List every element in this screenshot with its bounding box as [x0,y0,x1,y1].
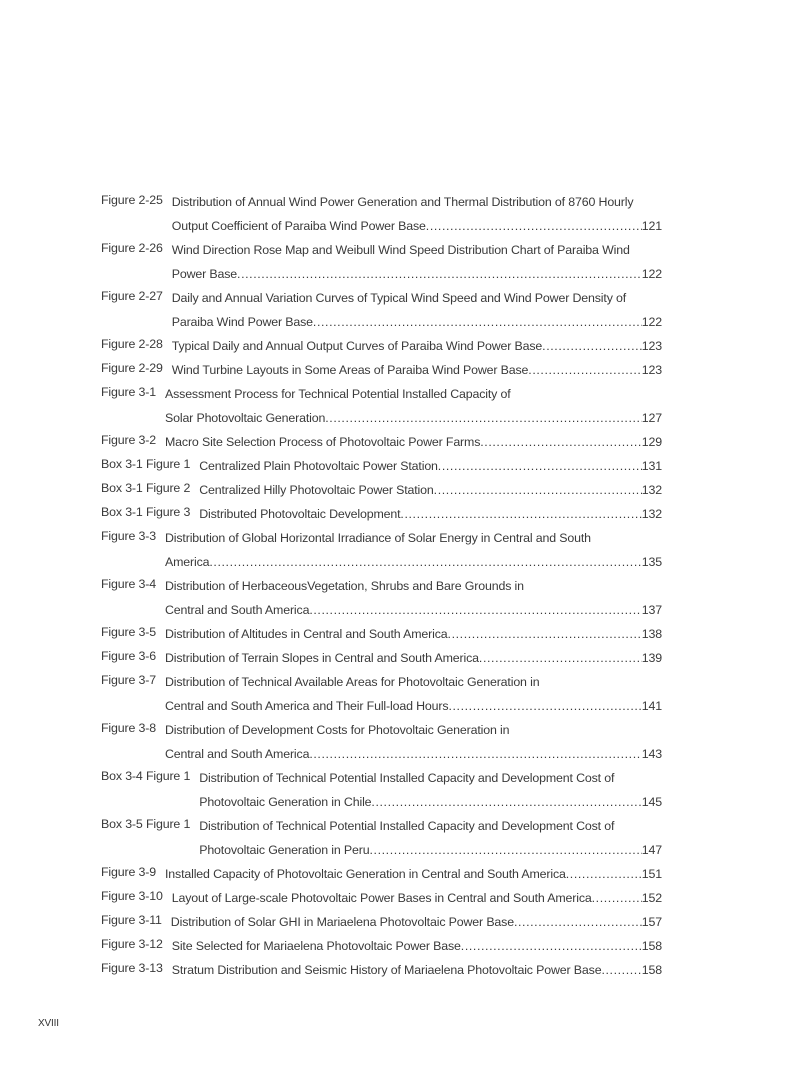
toc-entry [101,865,662,889]
toc-entry [101,961,662,985]
entry-body [165,529,662,577]
entry-title: Distribution of Global Horizontal Irradiance of Solar Energy in Central and South [164,531,591,545]
page-ref: 132 [641,483,662,497]
entry-title: Wind Direction Rose Map and Weibull Wind Speed Distribution Chart of Paraiba Wind [171,243,630,257]
entry-title: Distribution of Solar GHI in Mariaelena Photovoltaic Power Base [170,915,514,929]
entry-title: Photovoltaic Generation in Peru [199,843,370,857]
page-ref: 123 [641,363,662,377]
toc-entry [101,361,662,385]
dot-leader [480,433,642,457]
figure-label: Box 3-1 Figure 1 [101,457,191,471]
figure-label: Figure 3-10 [101,889,163,903]
entry-body [165,577,662,625]
entry-line [199,817,662,841]
dot-leader [325,409,642,433]
toc-entry [101,529,662,577]
entry-title: Photovoltaic Generation in Chile [199,795,372,809]
entry-line [171,913,662,937]
dot-leader [426,217,642,241]
toc-entry [101,769,662,817]
toc-entry [101,385,662,433]
page-ref: 122 [641,267,662,281]
figure-label: Figure 3-12 [101,937,163,951]
entry-title: Paraiba Wind Power Base [171,315,313,329]
entry-title: America [164,555,210,569]
entry-line [165,385,662,409]
toc-entry [101,289,662,337]
entry-line [172,361,662,385]
entry-body [165,721,662,769]
entry-line [172,265,662,289]
entry-title: Distributed Photovoltaic Development [199,507,401,521]
entry-body [165,433,662,457]
figure-label: Figure 3-3 [101,529,156,543]
page-ref: 127 [641,411,662,425]
entry-title: Distribution of Development Costs for Photovoltaic Generation in [164,723,510,737]
entry-title: Daily and Annual Variation Curves of Typical Wind Speed and Wind Power Density of [171,291,627,305]
page-ref: 141 [641,699,662,713]
entry-line [165,673,662,697]
toc-entry [101,817,662,865]
figure-label: Figure 3-11 [101,913,162,927]
entry-line [199,769,662,793]
figure-label: Figure 3-7 [101,673,156,687]
dot-leader [448,625,642,649]
dot-leader [438,457,642,481]
dot-leader [542,337,642,361]
entry-body [171,913,662,937]
entry-line [165,529,662,553]
toc-entry [101,193,662,241]
figure-label: Figure 3-2 [101,433,156,447]
entry-body [172,193,662,241]
toc-entry [101,481,662,505]
entry-body [172,289,662,337]
entry-body [165,649,662,673]
toc-entry [101,649,662,673]
entry-body [199,769,662,817]
page-ref: 145 [641,795,662,809]
entry-title: Site Selected for Mariaelena Photovoltaic Power Base [171,939,461,953]
entry-title: Typical Daily and Annual Output Curves of Paraiba Wind Power Base [171,339,543,353]
entry-body [172,961,662,985]
entry-line [165,409,662,433]
figure-label: Figure 2-26 [101,241,163,255]
entry-title: Centralized Plain Photovoltaic Power Station [199,459,438,473]
entry-line [165,865,662,889]
dot-leader [309,601,641,625]
entry-title: Layout of Large-scale Photovoltaic Power Bases in Central and South America [171,891,592,905]
entry-line [172,193,662,217]
entry-title: Distribution of Terrain Slopes in Central and South America [164,651,479,665]
entry-body [172,337,662,361]
page-ref: 139 [641,651,662,665]
entry-line [199,841,662,865]
entry-line [165,577,662,601]
entry-title: Power Base [171,267,238,281]
figure-label: Figure 3-9 [101,865,156,879]
figure-label: Box 3-1 Figure 3 [101,505,191,519]
dot-leader [448,697,641,721]
entry-title: Distribution of Annual Wind Power Generation and Thermal Distribution of 8760 Hourly [171,195,634,209]
entry-title: Distribution of Altitudes in Central and South America [164,627,448,641]
figure-label: Figure 3-5 [101,625,156,639]
figure-label: Box 3-5 Figure 1 [101,817,191,831]
toc-entry [101,721,662,769]
page-ref: 122 [641,315,662,329]
page-ref: 158 [641,939,662,953]
dot-leader [601,961,641,985]
dot-leader [434,481,642,505]
page-number: XVIII [38,1018,59,1029]
entry-title: Central and South America [164,747,310,761]
entry-line [165,745,662,769]
entry-title: Stratum Distribution and Seismic History of Mariaelena Photovoltaic Power Base [171,963,602,977]
figure-label: Figure 2-25 [101,193,163,207]
entry-line [165,697,662,721]
toc-entry [101,937,662,961]
entry-body [199,481,662,505]
entry-title: Distribution of Technical Available Areas for Photovoltaic Generation in [164,675,540,689]
dot-leader [528,361,641,385]
toc-entry [101,913,662,937]
entry-line [199,793,662,817]
page-ref: 151 [641,867,662,881]
dot-leader [371,793,641,817]
toc-entry [101,241,662,289]
entry-line [165,721,662,745]
page-ref: 137 [641,603,662,617]
figure-label: Figure 3-1 [101,385,156,399]
entry-title: Output Coefficient of Paraiba Wind Power Base [171,219,426,233]
page-ref: 132 [641,507,662,521]
entry-line [165,601,662,625]
entry-line [172,889,662,913]
dot-leader [400,505,641,529]
figure-label: Figure 2-29 [101,361,163,375]
entry-line [165,649,662,673]
entry-body [172,937,662,961]
entry-body [199,505,662,529]
dot-leader [566,865,642,889]
entry-body [165,625,662,649]
toc-entry [101,625,662,649]
page-ref: 147 [641,843,662,857]
entry-body [165,385,662,433]
page-ref: 158 [641,963,662,977]
figure-label: Figure 2-27 [101,289,163,303]
figure-label: Figure 3-4 [101,577,156,591]
figure-label: Figure 3-6 [101,649,156,663]
dot-leader [237,265,642,289]
entry-line [165,433,662,457]
page-ref: 131 [641,459,662,473]
entry-title: Installed Capacity of Photovoltaic Generation in Central and South America [164,867,566,881]
figure-label: Figure 3-13 [101,961,163,975]
toc-entry [101,889,662,913]
figure-label: Box 3-1 Figure 2 [101,481,191,495]
page-ref: 143 [641,747,662,761]
entry-line [172,313,662,337]
entry-line [172,241,662,265]
entry-line [199,481,662,505]
figure-label: Figure 2-28 [101,337,163,351]
entry-body [165,673,662,721]
entry-title: Wind Turbine Layouts in Some Areas of Paraiba Wind Power Base [171,363,529,377]
figure-label: Figure 3-8 [101,721,156,735]
entry-title: Assessment Process for Technical Potential Installed Capacity of [164,387,511,401]
entry-line [165,625,662,649]
dot-leader [309,745,641,769]
entry-title: Central and South America and Their Full-load Hours [164,699,449,713]
entry-line [172,289,662,313]
page-ref: 138 [641,627,662,641]
list-of-figures [101,193,662,985]
entry-body [172,361,662,385]
toc-entry [101,433,662,457]
dot-leader [479,649,642,673]
entry-title: Central and South America [164,603,310,617]
page-ref: 129 [641,435,662,449]
entry-line [172,937,662,961]
toc-entry [101,577,662,625]
entry-title: Macro Site Selection Process of Photovoltaic Power Farms [164,435,481,449]
entry-line [199,457,662,481]
entry-line [199,505,662,529]
entry-body [172,241,662,289]
toc-entry [101,505,662,529]
entry-title: Distribution of Technical Potential Installed Capacity and Development Cost of [199,771,615,785]
entry-title: Distribution of HerbaceousVegetation, Shrubs and Bare Grounds in [164,579,524,593]
entry-body [165,865,662,889]
toc-entry [101,457,662,481]
dot-leader [592,889,642,913]
entry-line [165,553,662,577]
page-ref: 157 [641,915,662,929]
toc-entry [101,337,662,361]
page-ref: 152 [641,891,662,905]
entry-line [172,217,662,241]
entry-line [172,337,662,361]
page-ref: 121 [641,219,662,233]
dot-leader [313,313,642,337]
entry-body [172,889,662,913]
entry-line [172,961,662,985]
entry-title: Solar Photovoltaic Generation [164,411,326,425]
entry-body [199,817,662,865]
figure-label: Box 3-4 Figure 1 [101,769,191,783]
entry-title: Distribution of Technical Potential Installed Capacity and Development Cost of [199,819,615,833]
dot-leader [461,937,642,961]
page-ref: 123 [641,339,662,353]
page-ref: 135 [641,555,662,569]
toc-entry [101,673,662,721]
entry-body [199,457,662,481]
entry-title: Centralized Hilly Photovoltaic Power Station [199,483,434,497]
dot-leader [209,553,641,577]
dot-leader [514,913,642,937]
dot-leader [370,841,642,865]
